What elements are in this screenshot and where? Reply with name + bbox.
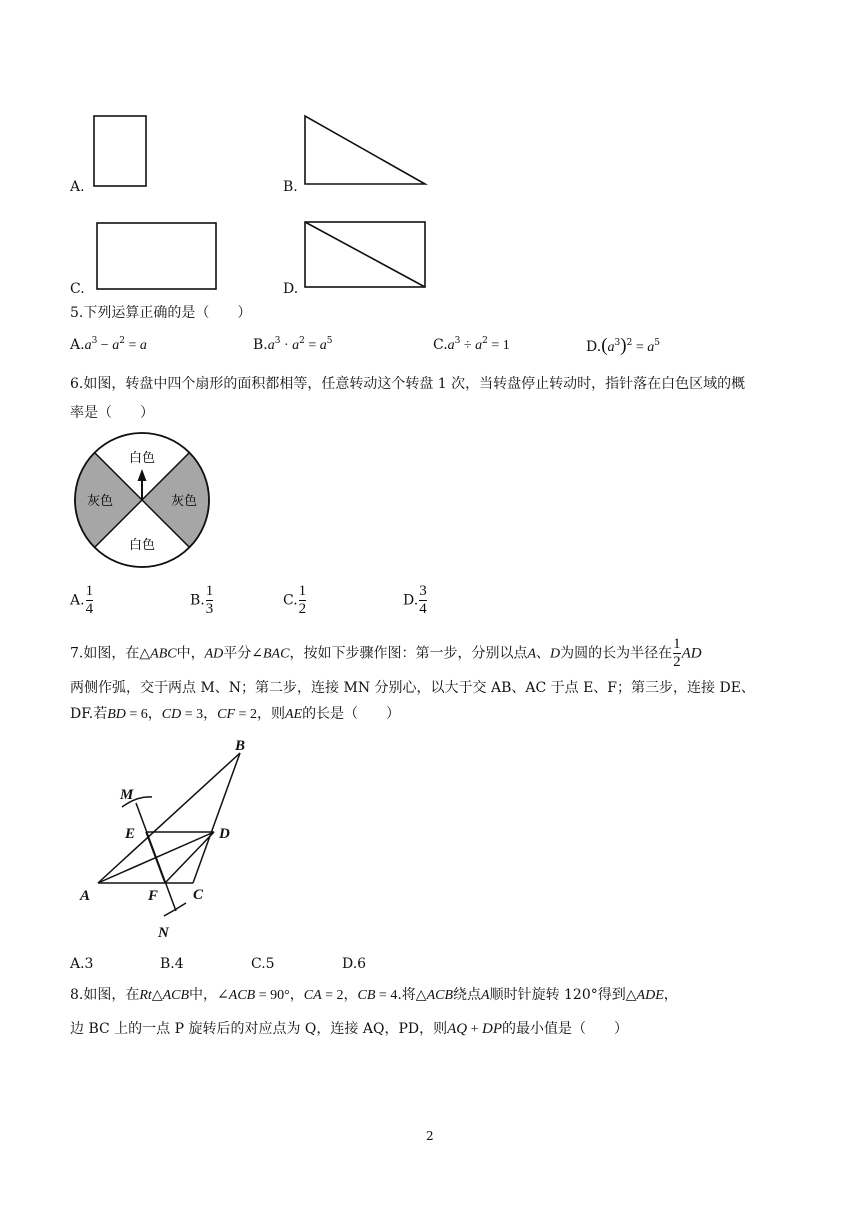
q5-option-a: $A.a^3 - a^2 = a$ [70,336,147,353]
q6-option-a: A. $\frac{1}{4}$ [70,583,94,617]
q6-stem-line1: 6.如图，转盘中四个扇形的面积都相等，任意转动这个转盘 1 次，当转盘停止转动时，指针落在白色区域的概 [70,376,746,392]
q8-stem-line1: 8.如图，在Rt△ACB中，∠ACB = 90°，CA = 2，CB = 4.将△ACB绕点A顺时针旋转 120°得到△ADE， [70,987,678,1003]
point-label-a: A [80,888,91,904]
q6-stem-line2: 率是（ ） [70,405,154,421]
point-label-b: B [235,738,246,754]
q6-option-d: D. $\frac{3}{4}$ [403,583,427,617]
segment-df [165,832,214,883]
q4-label-a: A. [70,179,85,195]
q7-option-a: A.3 [70,956,94,972]
q7-option-d: D.6 [342,956,367,972]
q5-option-d: $D.(a^3)^2 = a^5$ [586,335,660,356]
wheel-label-bottom: 白色 [128,538,156,553]
q7-stem-line1: 7.如图，在△ABC中，AD平分∠BAC，按如下步骤作图：第一步，分别以点A、D为圆的长为半径在 $\frac{1}{2}$ AD [70,636,702,670]
q7-stem-line2: 两侧作弧，交于两点 M、N；第二步，连接 MN 分别心，以大于交 AB、AC 于点 E、F；第三步，连接 DE、 [70,680,755,696]
q6-option-c: C. $\frac{1}{2}$ [283,583,307,617]
q8-stem-line2: 边 BC 上的一点 P 旋转后的对应点为 Q，连接 AQ，PD，则AQ + DP的最小值是（ ） [70,1021,628,1037]
q4-label-b: B. [283,179,298,195]
q7-option-b: B.4 [160,956,184,972]
q7-stem-line3: DF.若BD = 6，CD = 3，CF = 2，则AE的长是（ ） [70,706,401,722]
page-number: 2 [426,1129,434,1143]
point-label-e: E [125,826,136,842]
point-label-d: D [219,826,230,842]
point-label-c: C [193,887,204,903]
arc-n [164,903,186,916]
point-label-m: M [120,787,134,803]
q5-stem: 5.下列运算正确的是（ ） [70,305,252,321]
wheel-label-left: 灰色 [86,494,114,509]
wheel-label-right: 灰色 [170,494,198,509]
point-label-f: F [148,888,159,904]
point-label-n: N [158,925,169,941]
q4-label-d: D. [283,281,299,297]
q6-option-b: B. $\frac{1}{3}$ [190,583,214,617]
q4-label-c: C. [70,281,85,297]
q7-option-c: C.5 [251,956,275,972]
q5-option-c: $C.a^3 \div a^2 = 1$ [433,336,510,353]
segment-bc [193,753,240,883]
q5-option-b: $B.a^3 \cdot a^2 = a^5$ [253,336,333,353]
wheel-label-top: 白色 [128,451,156,466]
segment-ab [98,753,240,883]
